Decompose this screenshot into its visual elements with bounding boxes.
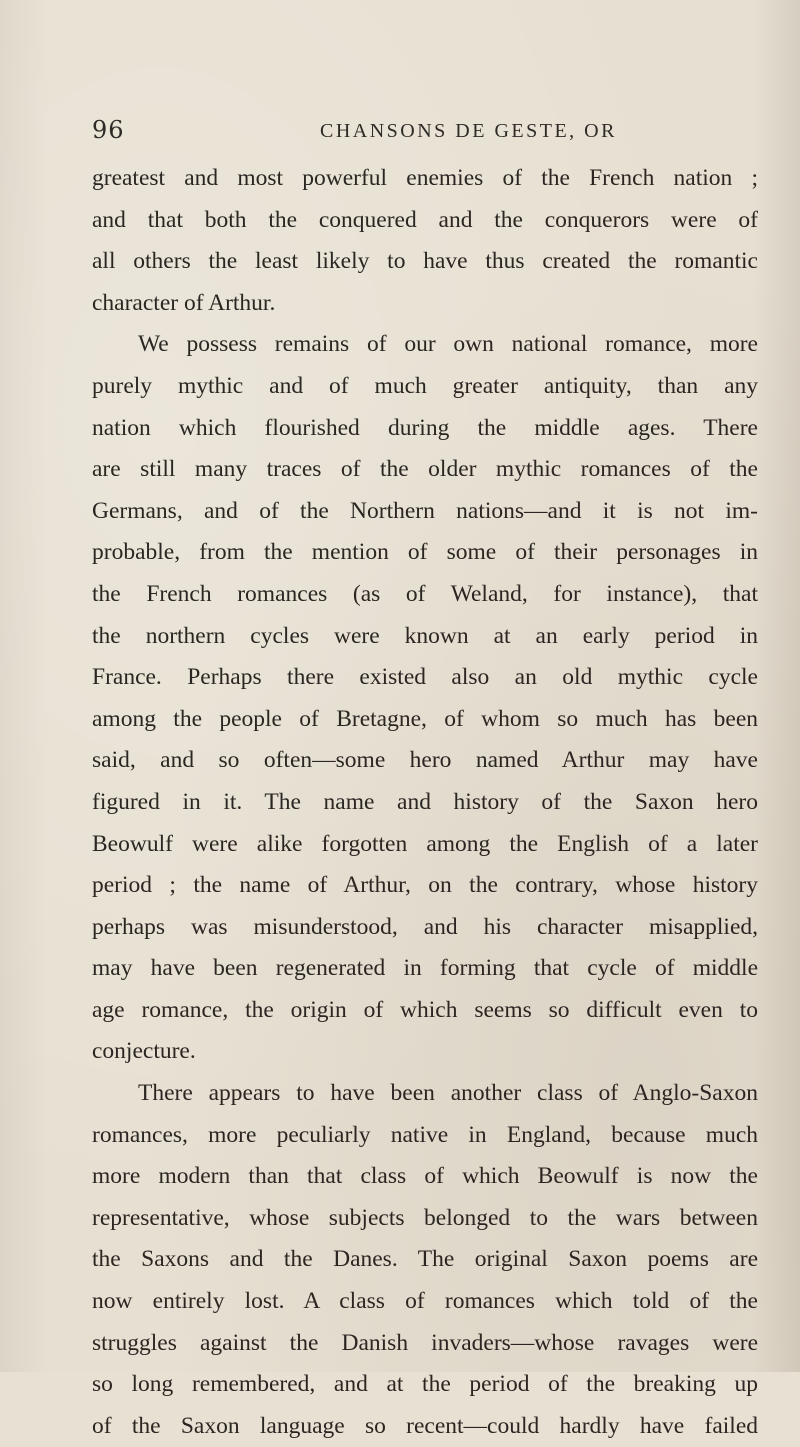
text-line: perhaps was misunderstood, and his character misapplied, <box>92 913 758 940</box>
text-line: Germans, and of the Northern nations—and it is not im- <box>92 497 758 524</box>
text-line: are still many traces of the older mythic romances of the <box>92 456 758 483</box>
text-line: age romance, the origin of which seems so difficult even to <box>92 996 758 1023</box>
text-line: the northern cycles were known at an early period in <box>92 622 758 649</box>
text-line: period ; the name of Arthur, on the contrary, whose history <box>92 872 758 899</box>
text-line: representative, whose subjects belonged to the wars between <box>92 1204 758 1231</box>
text-line: purely mythic and of much greater antiquity, than any <box>92 372 758 399</box>
text-line: figured in it. The name and history of the Saxon hero <box>92 788 758 815</box>
text-line: may have been regenerated in forming that cycle of middle <box>92 955 758 982</box>
paragraph-end-line: character of Arthur. <box>92 289 276 316</box>
text-line: struggles against the Danish invaders—whose ravages were <box>92 1329 758 1356</box>
paragraph-end-line: conjecture. <box>92 1038 196 1065</box>
running-head: CHANSONS DE GESTE, OR <box>320 120 617 142</box>
text-line: the French romances (as of Weland, for instance), that <box>92 580 758 607</box>
text-line: greatest and most powerful enemies of the French nation ; <box>92 165 758 191</box>
text-line: more modern than that class of which Beowulf is now the <box>92 1163 758 1190</box>
page-number: 96 <box>92 116 125 144</box>
text-line: now entirely lost. A class of romances which told of the <box>92 1288 758 1315</box>
text-line: so long remembered, and at the period of the breaking up <box>92 1371 758 1398</box>
text-line: among the people of Bretagne, of whom so much has been <box>92 705 758 732</box>
text-line: all others the least likely to have thus created the romantic <box>92 248 758 275</box>
paragraph-start-line: There appears to have been another class of Anglo-Saxon <box>138 1080 758 1107</box>
text-line: nation which flourished during the middle ages. There <box>92 414 758 441</box>
body-text <box>92 158 758 1447</box>
text-line: said, and so often—some hero named Arthur may have <box>92 747 758 774</box>
page-header <box>0 116 800 146</box>
text-line: the Saxons and the Danes. The original Saxon poems are <box>92 1246 758 1273</box>
text-line: of the Saxon language so recent—could hardly have failed <box>92 1412 758 1439</box>
text-line: France. Perhaps there existed also an old mythic cycle <box>92 664 758 691</box>
text-line: probable, from the mention of some of their personages in <box>92 539 758 566</box>
text-line: romances, more peculiarly native in England, because much <box>92 1121 758 1148</box>
text-line: and that both the conquered and the conquerors were of <box>92 206 758 233</box>
paragraph-start-line: We possess remains of our own national romance, more <box>138 331 758 358</box>
text-line: Beowulf were alike forgotten among the English of a later <box>92 830 758 857</box>
